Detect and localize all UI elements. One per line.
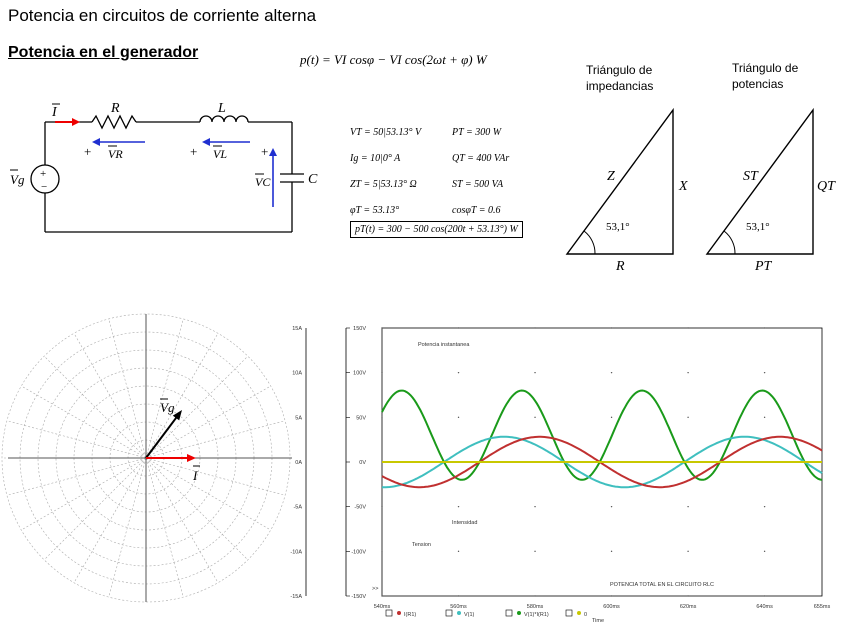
x-axis-tick: 560ms bbox=[450, 604, 467, 610]
legend-swatch bbox=[386, 610, 392, 616]
legend-marker bbox=[397, 611, 401, 615]
circuit-diagram bbox=[0, 90, 340, 250]
vc-plus: + bbox=[261, 144, 269, 159]
outer-axis-tick: -15A bbox=[290, 594, 302, 600]
x-axis-title: Time bbox=[592, 618, 605, 624]
legend-label: 0 bbox=[584, 612, 588, 618]
impedance-r-label: R bbox=[616, 259, 625, 274]
section-subtitle: Potencia en el generador bbox=[8, 44, 199, 61]
vl-label: VL bbox=[213, 147, 228, 161]
i-phasor-label: I bbox=[193, 468, 198, 483]
vg-phasor-arrow bbox=[146, 415, 178, 458]
power-angle: 53,1° bbox=[746, 221, 770, 233]
x-axis-tick: 540ms bbox=[373, 604, 391, 610]
legend-label: I(R1) bbox=[404, 612, 417, 618]
x-axis-tick: 600ms bbox=[603, 604, 620, 610]
result-zt: ZT = 5|53.13° Ω bbox=[350, 179, 417, 190]
outer-axis-tick: 15A bbox=[292, 326, 302, 332]
legend-marker bbox=[577, 611, 581, 615]
x-axis-tick: 620ms bbox=[679, 604, 697, 610]
left-axis-tick: -50V bbox=[354, 504, 366, 511]
x-axis-tick: 640ms bbox=[756, 604, 773, 610]
outer-axis-tick: 0A bbox=[295, 460, 302, 466]
legend-marker bbox=[457, 611, 461, 615]
impedance-z-label: Z bbox=[607, 169, 615, 184]
legend-label: V(1) bbox=[464, 612, 475, 618]
impedance-x-label: X bbox=[679, 179, 688, 194]
result-cosphi: cosφT = 0.6 bbox=[452, 205, 501, 216]
phasor-diagram bbox=[0, 308, 300, 608]
chart-legend bbox=[386, 610, 587, 618]
vr-plus: + bbox=[84, 144, 92, 159]
power-triangle-title: Triángulo de potencias bbox=[732, 61, 799, 91]
legend-label: V(1)*I(R1) bbox=[524, 612, 549, 618]
i-phasor-head bbox=[187, 454, 196, 462]
power-st-label: ST bbox=[743, 169, 758, 184]
svg-text:+: + bbox=[40, 168, 47, 180]
result-phit: φT = 53.13° bbox=[350, 205, 400, 216]
power-pt-label: PT bbox=[755, 259, 772, 274]
vg-phasor-label: Vg bbox=[160, 400, 175, 415]
triangles bbox=[555, 100, 845, 280]
power-chart bbox=[282, 318, 842, 630]
legend-swatch bbox=[446, 610, 452, 616]
power-qt-label: QT bbox=[817, 179, 835, 194]
vl-plus: + bbox=[190, 144, 198, 159]
resistor-label: R bbox=[111, 101, 120, 116]
impedance-angle: 53,1° bbox=[606, 221, 630, 233]
results-right bbox=[452, 120, 509, 224]
power-formula: p(t) = VI cosφ − VI cos(2ωt + φ) W bbox=[300, 52, 487, 67]
left-axis-tick: 100V bbox=[353, 370, 366, 377]
svg-text:−: − bbox=[41, 181, 48, 193]
x-axis-tick: 655ms bbox=[813, 604, 831, 610]
outer-axis-tick: -10A bbox=[290, 549, 302, 556]
result-qt: QT = 400 VAr bbox=[452, 153, 510, 164]
inductor-label: L bbox=[218, 101, 226, 116]
boxed-power-result: pT(t) = 300 − 500 cos(200t + 53.13°) W bbox=[350, 221, 523, 238]
annotation-current: Intensidad bbox=[452, 520, 478, 526]
source-label: Vg bbox=[10, 172, 25, 187]
legend-swatch bbox=[566, 610, 572, 616]
legend-marker bbox=[517, 611, 521, 615]
left-axis-tick: 0V bbox=[359, 460, 366, 466]
result-ig: Ig = 10|0° A bbox=[350, 153, 401, 164]
outer-axis-tick: 10A bbox=[292, 370, 302, 377]
capacitor-label: C bbox=[308, 172, 318, 187]
impedance-triangle-title: Triángulo de impedancias bbox=[586, 63, 654, 93]
annotation-voltage: Tension bbox=[412, 542, 431, 548]
x-axis-tick: 580ms bbox=[526, 604, 544, 610]
left-axis-tick: -100V bbox=[351, 549, 366, 556]
page-title: Potencia en circuitos de corriente alterna bbox=[8, 6, 317, 25]
annotation-chevrons: >> bbox=[372, 586, 379, 592]
results-left bbox=[350, 120, 421, 224]
legend-swatch bbox=[506, 610, 512, 616]
left-axis-tick: 150V bbox=[353, 326, 366, 332]
annotation-power: Potencia instantanea bbox=[418, 342, 470, 348]
vr-label: VR bbox=[108, 147, 123, 161]
result-vt: VT = 50|53.13° V bbox=[350, 127, 422, 138]
result-pt: PT = 300 W bbox=[452, 127, 502, 138]
vc-label: VC bbox=[255, 175, 271, 189]
current-label: I bbox=[52, 105, 57, 120]
left-axis-tick: -150V bbox=[351, 594, 366, 600]
annotation-caption: POTENCIA TOTAL EN EL CIRCUITO RLC bbox=[610, 582, 715, 588]
result-st: ST = 500 VA bbox=[452, 179, 504, 190]
outer-axis-tick: 5A bbox=[295, 415, 302, 422]
outer-axis-tick: -5A bbox=[293, 504, 302, 511]
left-axis-tick: 50V bbox=[356, 415, 366, 422]
